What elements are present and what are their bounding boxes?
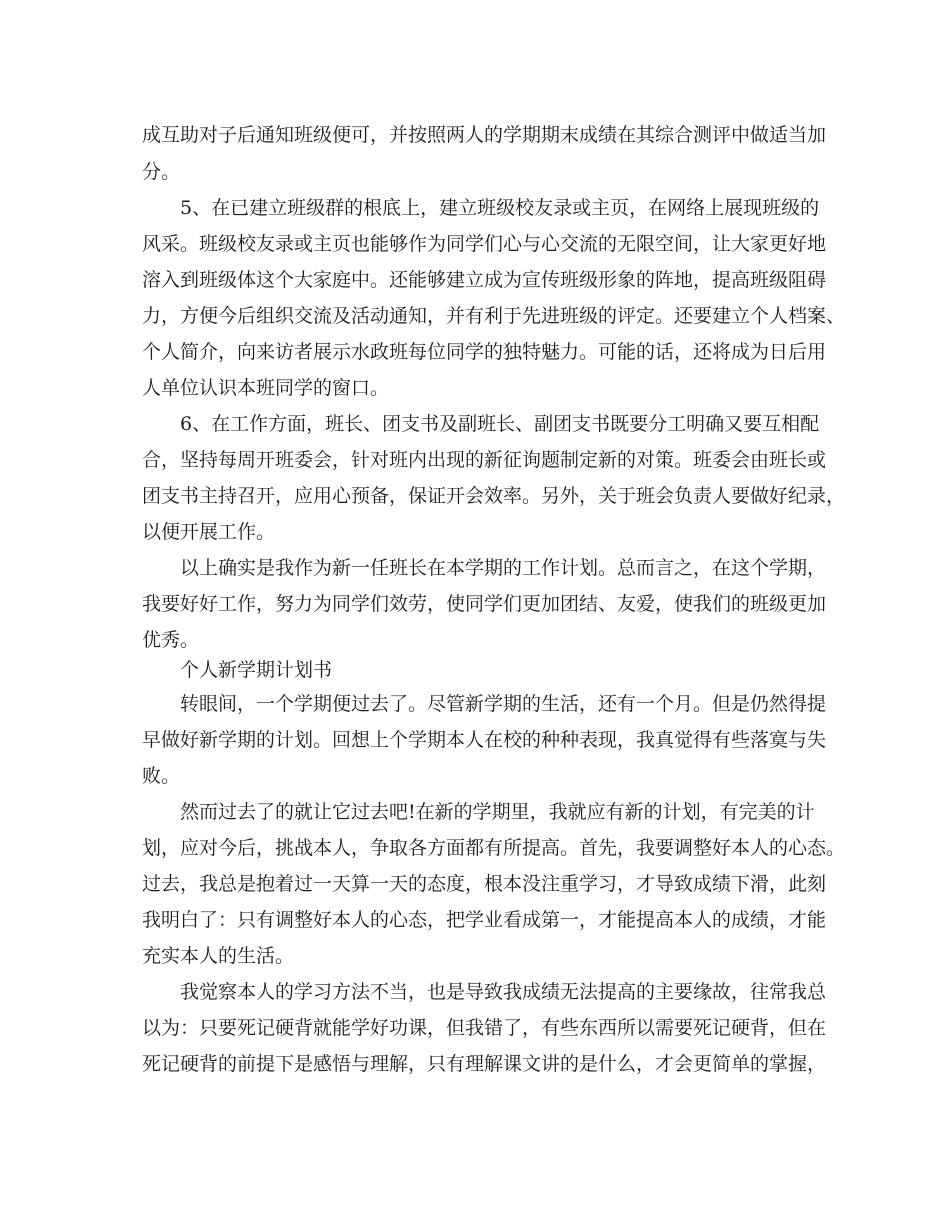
text-line: 充实本人的生活。	[142, 945, 295, 967]
text-line: 死记硬背的前提下是感悟与理解，只有理解课文讲的是什么，才会更简单的掌握，	[142, 1053, 827, 1075]
text-line: 溶入到班级体这个大家庭中。还能够建立成为宣传班级形象的阵地，提高班级阻碍	[142, 269, 827, 291]
text-line: 人单位认识本班同学的窗口。	[142, 377, 390, 399]
text-line: 划，应对今后，挑战本人，争取各方面都有所提高。首先，我要调整好本人的心态。	[142, 837, 846, 859]
text-line: 6、在工作方面，班长、团支书及副班长、副团支书既要分工明确又要互相配	[180, 413, 820, 435]
text-line: 以便开展工作。	[142, 521, 276, 543]
text-line: 以为：只要死记硬背就能学好功课，但我错了，有些东西所以需要死记硬背，但在	[142, 1017, 827, 1039]
text-line: 成互助对子后通知班级便可，并按照两人的学期期末成绩在其综合测评中做适当加	[142, 124, 827, 146]
text-line: 我要好好工作，努力为同学们效劳，使同学们更加团结、友爱，使我们的班级更加	[142, 593, 827, 615]
text-line: 分。	[142, 161, 181, 183]
text-line: 早做好新学期的计划。回想上个学期本人在校的种种表现，我真觉得有些落寞与失	[142, 729, 827, 751]
text-line: 力，方便今后组织交流及活动通知，并有利于先进班级的评定。还要建立个人档案、	[142, 305, 846, 327]
section-title: 个人新学期计划书	[180, 659, 333, 681]
text-line: 个人简介，向来访者展示水政班每位同学的独特魅力。可能的话，还将成为日后用	[142, 341, 827, 363]
text-line: 我明白了：只有调整好本人的心态，把学业看成第一，才能提高本人的成绩，才能	[142, 909, 827, 931]
text-line: 风采。班级校友录或主页也能够作为同学们心与心交流的无限空间，让大家更好地	[142, 233, 827, 255]
text-line: 过去，我总是抱着过一天算一天的态度，根本没注重学习，才导致成绩下滑，此刻	[142, 873, 827, 895]
text-line: 转眼间，一个学期便过去了。尽管新学期的生活，还有一个月。但是仍然得提	[180, 693, 827, 715]
text-line: 5、在已建立班级群的根底上，建立班级校友录或主页，在网络上展现班级的	[180, 197, 820, 219]
text-line: 团支书主持召开，应用心预备，保证开会效率。另外，关于班会负责人要做好纪录，	[142, 485, 846, 507]
text-line: 以上确实是我作为新一任班长在本学期的工作计划。总而言之，在这个学期，	[180, 557, 827, 579]
text-line: 然而过去了的就让它过去吧!在新的学期里，我就应有新的计划，有完美的计	[180, 801, 815, 823]
text-line: 我觉察本人的学习方法不当，也是导致我成绩无法提高的主要缘故，往常我总	[180, 981, 827, 1003]
text-line: 优秀。	[142, 629, 200, 651]
text-line: 败。	[142, 765, 181, 787]
text-line: 合，坚持每周开班委会，针对班内出现的新征询题制定新的对策。班委会由班长或	[142, 449, 827, 471]
